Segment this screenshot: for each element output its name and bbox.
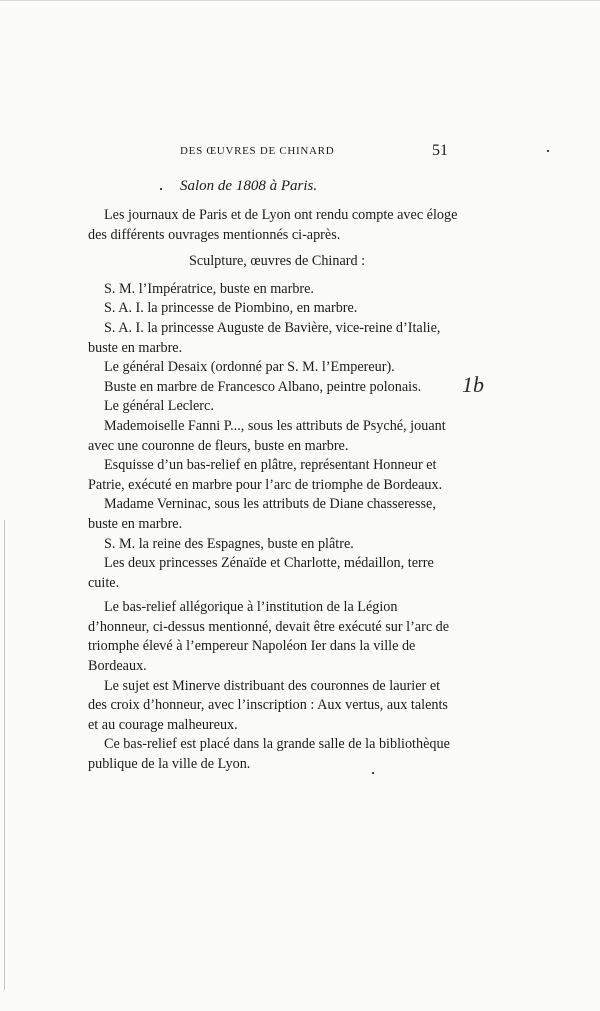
scan-speck bbox=[160, 188, 162, 190]
paragraph: Le sujet est Minerve distribuant des couronnes de laurier et des croix d’honneur, avec l’inscription : Aux vertus, aux talents et au courage malheureux. bbox=[88, 677, 448, 733]
list-item: Madame Verninac, sous les attributs de Diane chasseresse, buste en marbre. bbox=[88, 496, 436, 532]
section-subtitle: Salon de 1808 à Paris. bbox=[180, 178, 318, 194]
list-item: Les deux princesses Zénaïde et Charlotte, médaillon, terre cuite. bbox=[88, 555, 434, 591]
page-number: 51 bbox=[432, 142, 448, 159]
list-item: S. A. I. la princesse de Piombino, en marbre. bbox=[104, 300, 358, 317]
scan-top-edge bbox=[0, 0, 600, 1]
paragraph: Le bas-relief allégorique à l’institution de la Légion d’honneur, ci-dessus mentionné, devait être exécuté sur l’arc de triomphe élevé à l’empereur Napoléon Ier dans la ville de Bordeaux. bbox=[88, 599, 450, 675]
list-item: S. M. l’Impératrice, buste en marbre. bbox=[104, 280, 314, 297]
list-item: Mademoiselle Fanni P..., sous les attributs de Psyché, jouant avec une couronne de fleurs, buste en marbre. bbox=[88, 417, 446, 454]
scan-left-edge bbox=[4, 520, 5, 990]
list-item: Buste en marbre de Francesco Albano, peintre polonais. bbox=[104, 378, 422, 395]
intro-paragraph: Les journaux de Paris et de Lyon ont rendu compte avec éloge des différents ouvrages mentionnés ci-après. bbox=[88, 207, 458, 243]
list-item: S. M. la reine des Espagnes, buste en plâtre. bbox=[104, 535, 354, 552]
running-head: DES ŒUVRES DE CHINARD bbox=[180, 145, 335, 157]
body-text bbox=[88, 206, 458, 775]
list-heading: Sculpture, œuvres de Chinard : bbox=[188, 253, 366, 270]
page-header bbox=[0, 142, 600, 164]
list-item: Le général Desaix (ordonné par S. M. l’Empereur). bbox=[104, 359, 395, 376]
handwritten-margin-note: 1b bbox=[462, 372, 484, 397]
paragraph: Ce bas-relief est placé dans la grande salle de la bibliothèque publique de la ville de Lyon. bbox=[88, 736, 450, 773]
scan-speck bbox=[547, 150, 549, 152]
list-item: S. A. I. la princesse Auguste de Bavière, vice-reine d’Italie, buste en marbre. bbox=[88, 319, 441, 356]
list-item: Le général Leclerc. bbox=[104, 398, 214, 415]
list-item: Esquisse d’un bas-relief en plâtre, représentant Honneur et Patrie, exécuté en marbre pour l’arc de triomphe de Bordeaux. bbox=[88, 457, 443, 493]
scan-speck bbox=[372, 772, 374, 774]
